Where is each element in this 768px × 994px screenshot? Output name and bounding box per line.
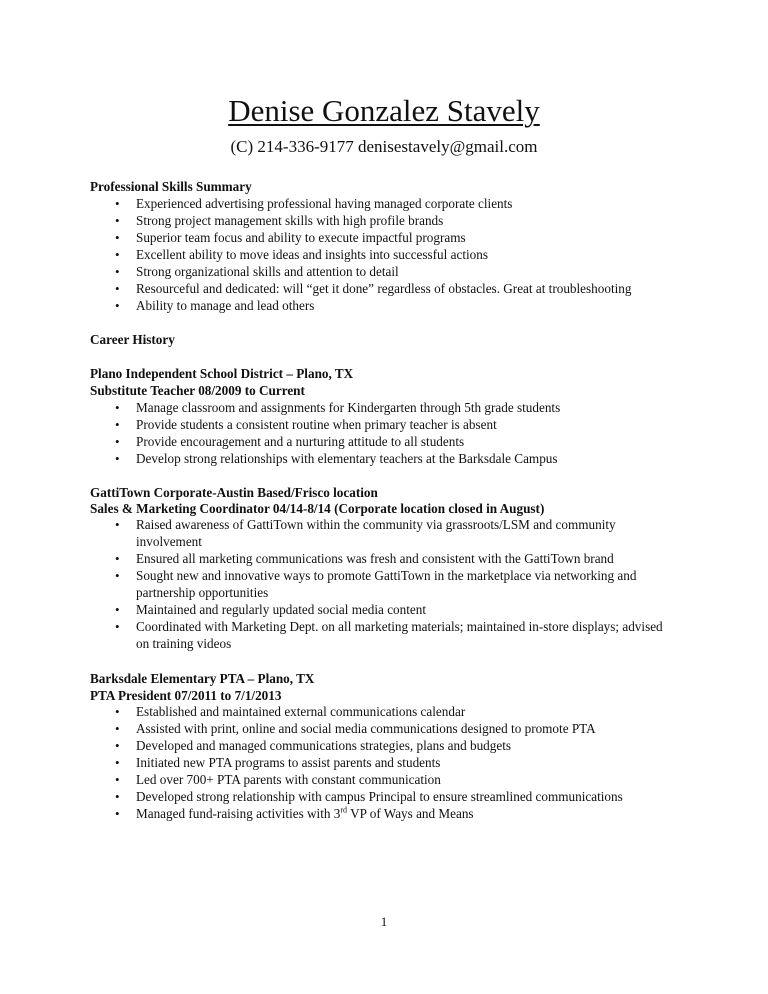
list-item: • Sought new and innovative ways to promote GattiTown in the marketplace via networking and partnership opportunities xyxy=(0,567,676,601)
job-organization: Barksdale Elementary PTA – Plano, TX xyxy=(90,671,315,686)
list-item: • Develop strong relationships with elementary teachers at the Barksdale Campus xyxy=(0,450,676,467)
list-item: • Manage classroom and assignments for Kindergarten through 5th grade students xyxy=(0,399,676,416)
list-item: • Maintained and regularly updated social media content xyxy=(0,601,676,618)
list-item: • Led over 700+ PTA parents with constant communication xyxy=(0,771,676,788)
job-role: Substitute Teacher 08/2009 to Current xyxy=(90,383,305,398)
list-item: • Resourceful and dedicated: will “get it done” regardless of obstacles. Great at troubleshooting xyxy=(0,280,676,297)
list-item: • Superior team focus and ability to execute impactful programs xyxy=(0,229,676,246)
page-number: 1 xyxy=(380,914,388,929)
job-role: PTA President 07/2011 to 7/1/2013 xyxy=(90,688,282,703)
list-item: • Raised awareness of GattiTown within the community via grassroots/LSM and community involvement xyxy=(0,516,676,550)
skills-list xyxy=(0,195,768,314)
list-item: • Strong project management skills with high profile brands xyxy=(0,212,676,229)
ordinal-suffix: rd xyxy=(340,805,348,815)
list-item: • Ability to manage and lead others xyxy=(0,297,676,314)
list-item: • Strong organizational skills and attention to detail xyxy=(0,263,676,280)
job-duties-list xyxy=(0,516,768,652)
list-item: • Assisted with print, online and social media communications designed to promote PTA xyxy=(0,720,676,737)
job-organization: Plano Independent School District – Plano, TX xyxy=(90,366,354,381)
list-item: • Coordinated with Marketing Dept. on all marketing materials; maintained in-store displays; advised on training videos xyxy=(0,618,676,652)
job-duties-list xyxy=(0,703,768,822)
career-section-title: Career History xyxy=(90,332,175,347)
list-item: • Excellent ability to move ideas and insights into successful actions xyxy=(0,246,676,263)
list-item: • Developed strong relationship with campus Principal to ensure streamlined communications xyxy=(0,788,676,805)
job-duties-list xyxy=(0,399,768,467)
list-item: • Provide encouragement and a nurturing attitude to all students xyxy=(0,433,676,450)
list-item: • Developed and managed communications strategies, plans and budgets xyxy=(0,737,676,754)
list-item: • Initiated new PTA programs to assist parents and students xyxy=(0,754,676,771)
candidate-name: Denise Gonzalez Stavely xyxy=(228,93,540,128)
job-organization: GattiTown Corporate-Austin Based/Frisco location xyxy=(90,485,378,500)
duty-text: Managed fund-raising activities with 3 xyxy=(136,806,341,821)
list-item: • Experienced advertising professional having managed corporate clients xyxy=(0,195,676,212)
list-item xyxy=(0,805,676,822)
list-item: • Ensured all marketing communications was fresh and consistent with the GattiTown brand xyxy=(0,550,676,567)
list-item: • Established and maintained external communications calendar xyxy=(0,703,676,720)
skills-section-title: Professional Skills Summary xyxy=(90,179,252,194)
duty-text: VP of Ways and Means xyxy=(347,806,474,821)
job-role: Sales & Marketing Coordinator 04/14-8/14 (Corporate location closed in August) xyxy=(90,501,545,516)
list-item: • Provide students a consistent routine when primary teacher is absent xyxy=(0,416,676,433)
contact-line: (C) 214-336-9177 denisestavely@gmail.com xyxy=(230,137,538,156)
